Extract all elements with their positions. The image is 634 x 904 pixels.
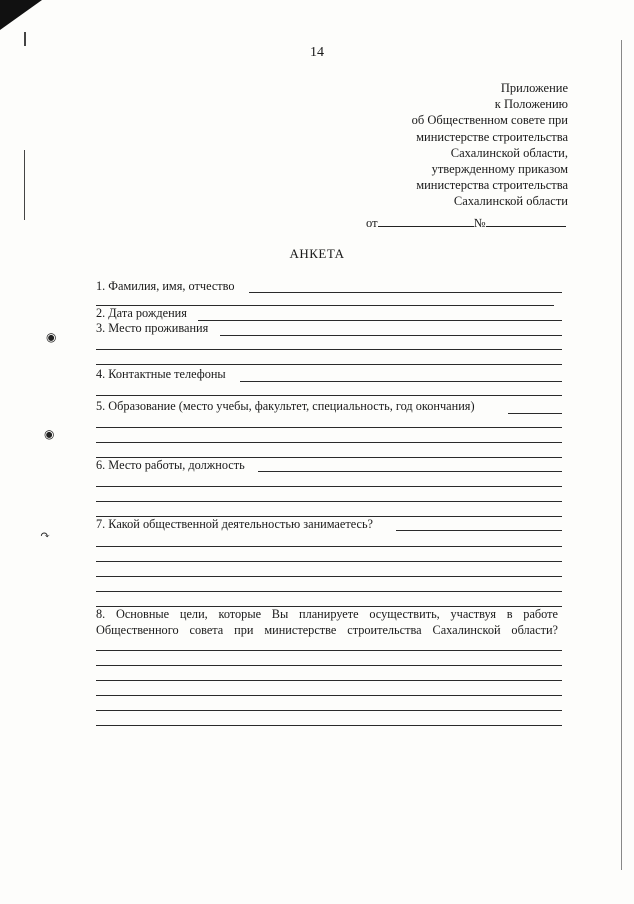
date-field[interactable] [378,216,474,227]
education-field-line[interactable] [96,427,562,428]
residence-field-line[interactable] [96,364,562,365]
education-field[interactable] [508,413,562,414]
question-public-activity: 7. Какой общественной деятельностью занимаетесь? [96,517,374,531]
question-education: 5. Образование (место учебы, факультет, специальность, год окончания) [96,399,475,413]
question-full-name: 1. Фамилия, имя, отчество [96,279,235,293]
page-number: 14 [310,45,324,60]
residence-field[interactable] [220,335,562,336]
appendix-header [412,80,568,210]
public-activity-field[interactable] [396,530,562,531]
scan-edge-mark [24,32,26,46]
workplace-field-line[interactable] [96,501,562,502]
residence-field-line[interactable] [96,349,562,350]
question-phones: 4. Контактные телефоны [96,367,226,381]
appendix-line: утвержденному приказом [431,162,568,177]
binding-hole-mark: ◉ [46,330,57,344]
education-field-line[interactable] [96,442,562,443]
order-reference [366,216,566,231]
public-activity-field-line[interactable] [96,546,562,547]
scan-corner-shadow [0,0,42,30]
goals-field-line[interactable] [96,725,562,726]
question-goals-line: 8. Основные цели, которые Вы планируете осуществить, участвуя в работе [96,607,558,621]
question-birth-date: 2. Дата рождения [96,306,187,320]
goals-field-line[interactable] [96,680,562,681]
appendix-line: Приложение [500,81,568,95]
appendix-line: Сахалинской области [453,194,568,209]
goals-field-line[interactable] [96,710,562,711]
public-activity-field-line[interactable] [96,591,562,592]
workplace-field-line[interactable] [96,486,562,487]
question-goals-line: Общественного совета при министерстве строительства Сахалинской области? [96,623,558,637]
full-name-field[interactable] [249,292,562,293]
appendix-line: министерстве строительства [416,129,568,144]
binding-hole-mark: ◉ [44,427,55,441]
question-residence: 3. Место проживания [96,321,209,335]
goals-field-line[interactable] [96,695,562,696]
appendix-line: об Общественном совете при [411,113,568,128]
scan-edge-mark [24,150,25,220]
phones-field-line[interactable] [96,395,562,396]
binding-hole-mark: ↷ [40,528,51,542]
birth-date-field[interactable] [198,320,562,321]
question-goals [96,606,558,638]
number-label: № [473,216,486,230]
appendix-line: министерства строительства [416,178,568,193]
public-activity-field-line[interactable] [96,561,562,562]
appendix-line: к Положению [494,97,568,112]
scan-right-edge [621,40,622,870]
goals-field-line[interactable] [96,650,562,651]
phones-field[interactable] [240,381,562,382]
public-activity-field-line[interactable] [96,576,562,577]
number-field[interactable] [486,216,566,227]
date-label: от [366,216,378,230]
goals-field-line[interactable] [96,665,562,666]
question-workplace: 6. Место работы, должность [96,458,245,472]
workplace-field[interactable] [258,471,562,472]
form-title: АНКЕТА [289,246,345,261]
appendix-line: Сахалинской области, [450,145,568,160]
